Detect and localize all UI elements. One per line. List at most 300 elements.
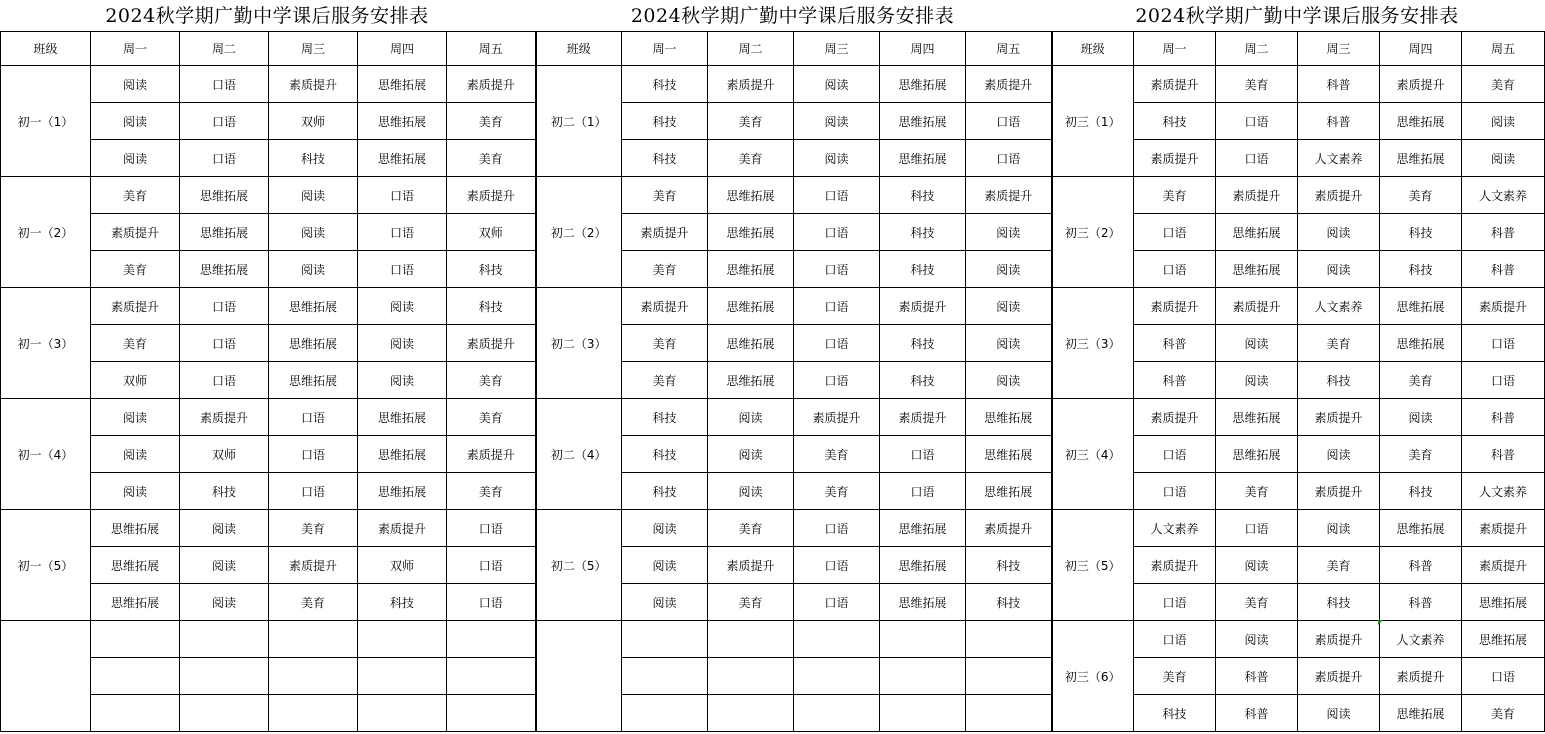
schedule-cell-day-2[interactable]: 口语 <box>1216 103 1298 140</box>
schedule-cell-day-4[interactable]: 科技 <box>1380 251 1462 288</box>
schedule-cell-day-4[interactable]: 思维拓展 <box>880 66 966 103</box>
schedule-cell-day-4[interactable]: 口语 <box>358 214 447 251</box>
schedule-cell-day-4[interactable]: 科技 <box>1380 214 1462 251</box>
header-day-3-cell[interactable]: 周三 <box>794 32 880 66</box>
schedule-cell-day-5[interactable]: 口语 <box>447 547 536 584</box>
schedule-cell-day-1[interactable]: 素质提升 <box>91 214 180 251</box>
class-name-cell[interactable]: 初三（6） <box>1052 621 1134 732</box>
schedule-cell-day-3[interactable]: 美育 <box>1298 325 1380 362</box>
header-day-5-cell[interactable]: 周五 <box>447 32 536 66</box>
schedule-cell-day-1[interactable]: 阅读 <box>91 140 180 177</box>
schedule-cell-day-2[interactable]: 思维拓展 <box>1216 214 1298 251</box>
schedule-cell-day-2[interactable]: 美育 <box>708 510 794 547</box>
header-day-4-cell[interactable]: 周四 <box>1380 32 1462 66</box>
schedule-cell-day-2[interactable] <box>180 658 269 695</box>
schedule-cell-day-5[interactable]: 口语 <box>447 510 536 547</box>
class-name-cell[interactable]: 初三（3） <box>1052 288 1134 399</box>
schedule-cell-day-3[interactable]: 素质提升 <box>1298 399 1380 436</box>
schedule-cell-day-5[interactable]: 素质提升 <box>966 510 1052 547</box>
schedule-cell-day-3[interactable]: 阅读 <box>269 214 358 251</box>
schedule-cell-day-5[interactable]: 美育 <box>1462 695 1545 732</box>
schedule-cell-day-2[interactable]: 思维拓展 <box>708 362 794 399</box>
schedule-cell-day-3[interactable] <box>794 658 880 695</box>
schedule-cell-day-4[interactable]: 思维拓展 <box>358 103 447 140</box>
schedule-cell-day-5[interactable] <box>966 695 1052 732</box>
schedule-cell-day-1[interactable] <box>622 658 708 695</box>
schedule-cell-day-3[interactable]: 素质提升 <box>1298 621 1380 658</box>
schedule-cell-day-1[interactable]: 阅读 <box>91 103 180 140</box>
schedule-cell-day-4[interactable]: 科普 <box>1380 547 1462 584</box>
schedule-cell-day-5[interactable]: 科技 <box>966 547 1052 584</box>
schedule-cell-day-2[interactable] <box>708 695 794 732</box>
schedule-cell-day-4[interactable]: 思维拓展 <box>880 103 966 140</box>
schedule-cell-day-3[interactable] <box>794 621 880 658</box>
schedule-cell-day-1[interactable]: 科技 <box>622 436 708 473</box>
schedule-cell-day-2[interactable] <box>708 621 794 658</box>
schedule-cell-day-3[interactable]: 口语 <box>794 547 880 584</box>
schedule-cell-day-2[interactable]: 科普 <box>1216 658 1298 695</box>
schedule-cell-day-1[interactable]: 阅读 <box>91 66 180 103</box>
schedule-cell-day-2[interactable]: 思维拓展 <box>708 251 794 288</box>
schedule-cell-day-1[interactable]: 口语 <box>1134 584 1216 621</box>
schedule-cell-day-2[interactable]: 科技 <box>180 473 269 510</box>
schedule-cell-day-1[interactable]: 素质提升 <box>1134 399 1216 436</box>
schedule-cell-day-2[interactable]: 思维拓展 <box>180 251 269 288</box>
schedule-cell-day-3[interactable]: 阅读 <box>1298 695 1380 732</box>
schedule-cell-day-2[interactable] <box>180 695 269 732</box>
schedule-cell-day-1[interactable]: 素质提升 <box>91 288 180 325</box>
schedule-cell-day-4[interactable]: 科普 <box>1380 584 1462 621</box>
schedule-cell-day-5[interactable]: 美育 <box>1462 66 1545 103</box>
schedule-cell-day-3[interactable]: 美育 <box>269 510 358 547</box>
schedule-cell-day-2[interactable]: 口语 <box>1216 140 1298 177</box>
schedule-cell-day-4[interactable]: 思维拓展 <box>358 140 447 177</box>
schedule-cell-day-5[interactable]: 素质提升 <box>1462 547 1545 584</box>
schedule-cell-day-5[interactable]: 口语 <box>966 140 1052 177</box>
schedule-cell-day-5[interactable]: 科普 <box>1462 399 1545 436</box>
schedule-cell-day-4[interactable]: 美育 <box>1380 177 1462 214</box>
schedule-cell-day-2[interactable]: 思维拓展 <box>708 177 794 214</box>
schedule-cell-day-5[interactable]: 口语 <box>1462 362 1545 399</box>
schedule-cell-day-5[interactable]: 阅读 <box>1462 103 1545 140</box>
header-class-cell[interactable]: 班级 <box>536 32 622 66</box>
header-day-2-cell[interactable]: 周二 <box>180 32 269 66</box>
schedule-cell-day-2[interactable]: 思维拓展 <box>180 214 269 251</box>
schedule-cell-day-5[interactable]: 口语 <box>447 584 536 621</box>
class-name-cell[interactable]: 初一（4） <box>1 399 91 510</box>
schedule-cell-day-2[interactable]: 阅读 <box>708 436 794 473</box>
schedule-cell-day-4[interactable]: 素质提升 <box>880 399 966 436</box>
schedule-cell-day-5[interactable]: 思维拓展 <box>1462 584 1545 621</box>
schedule-cell-day-2[interactable]: 美育 <box>1216 66 1298 103</box>
schedule-cell-day-1[interactable]: 美育 <box>622 325 708 362</box>
schedule-cell-day-3[interactable]: 思维拓展 <box>269 288 358 325</box>
schedule-cell-day-1[interactable]: 美育 <box>622 251 708 288</box>
schedule-cell-day-5[interactable] <box>966 658 1052 695</box>
class-name-cell[interactable]: 初一（3） <box>1 288 91 399</box>
header-day-2-cell[interactable]: 周二 <box>1216 32 1298 66</box>
schedule-cell-day-3[interactable]: 美育 <box>794 436 880 473</box>
schedule-cell-day-4[interactable]: 思维拓展 <box>1380 288 1462 325</box>
schedule-cell-day-2[interactable]: 科普 <box>1216 695 1298 732</box>
schedule-cell-day-1[interactable] <box>622 695 708 732</box>
schedule-cell-day-1[interactable]: 素质提升 <box>1134 547 1216 584</box>
schedule-cell-day-1[interactable]: 双师 <box>91 362 180 399</box>
schedule-cell-day-4[interactable]: 口语 <box>880 436 966 473</box>
schedule-cell-day-2[interactable]: 思维拓展 <box>180 177 269 214</box>
schedule-cell-day-5[interactable]: 口语 <box>1462 658 1545 695</box>
schedule-cell-day-2[interactable]: 口语 <box>180 66 269 103</box>
schedule-cell-day-4[interactable]: 思维拓展 <box>358 473 447 510</box>
schedule-cell-day-1[interactable]: 美育 <box>622 362 708 399</box>
schedule-cell-day-3[interactable]: 口语 <box>794 362 880 399</box>
schedule-cell-day-2[interactable]: 阅读 <box>708 473 794 510</box>
schedule-cell-day-3[interactable]: 美育 <box>794 473 880 510</box>
class-name-cell[interactable] <box>1 621 91 732</box>
schedule-cell-day-5[interactable]: 美育 <box>447 362 536 399</box>
schedule-cell-day-1[interactable]: 阅读 <box>91 399 180 436</box>
schedule-cell-day-2[interactable]: 阅读 <box>180 510 269 547</box>
header-day-1-cell[interactable]: 周一 <box>622 32 708 66</box>
schedule-cell-day-5[interactable]: 美育 <box>447 103 536 140</box>
schedule-cell-day-4[interactable]: 科技 <box>880 325 966 362</box>
schedule-cell-day-1[interactable]: 阅读 <box>91 436 180 473</box>
schedule-cell-day-4[interactable]: 思维拓展 <box>1380 103 1462 140</box>
schedule-cell-day-1[interactable]: 口语 <box>1134 621 1216 658</box>
header-day-3-cell[interactable]: 周三 <box>1298 32 1380 66</box>
schedule-cell-day-4[interactable]: 思维拓展 <box>880 140 966 177</box>
schedule-cell-day-1[interactable]: 科普 <box>1134 325 1216 362</box>
schedule-cell-day-3[interactable]: 口语 <box>269 436 358 473</box>
schedule-cell-day-4[interactable]: 科技 <box>1380 473 1462 510</box>
schedule-cell-day-1[interactable]: 科技 <box>622 473 708 510</box>
schedule-cell-day-1[interactable]: 美育 <box>1134 658 1216 695</box>
schedule-cell-day-5[interactable]: 口语 <box>1462 325 1545 362</box>
schedule-cell-day-5[interactable]: 阅读 <box>966 251 1052 288</box>
schedule-cell-day-5[interactable]: 科普 <box>1462 251 1545 288</box>
schedule-cell-day-1[interactable] <box>91 621 180 658</box>
schedule-cell-day-5[interactable]: 阅读 <box>966 325 1052 362</box>
schedule-cell-day-1[interactable]: 科技 <box>622 399 708 436</box>
class-name-cell[interactable]: 初二（1） <box>536 66 622 177</box>
schedule-cell-day-3[interactable]: 阅读 <box>794 140 880 177</box>
schedule-cell-day-1[interactable]: 口语 <box>1134 214 1216 251</box>
schedule-cell-day-2[interactable]: 美育 <box>1216 584 1298 621</box>
schedule-cell-day-5[interactable]: 素质提升 <box>1462 288 1545 325</box>
schedule-cell-day-2[interactable]: 美育 <box>708 140 794 177</box>
schedule-cell-day-5[interactable]: 思维拓展 <box>1462 621 1545 658</box>
schedule-cell-day-4[interactable]: 双师 <box>358 547 447 584</box>
schedule-cell-day-4[interactable]: 阅读 <box>1380 399 1462 436</box>
schedule-cell-day-5[interactable] <box>447 621 536 658</box>
schedule-cell-day-4[interactable]: 思维拓展 <box>358 436 447 473</box>
schedule-cell-day-5[interactable]: 科技 <box>447 288 536 325</box>
schedule-cell-day-2[interactable]: 思维拓展 <box>1216 436 1298 473</box>
schedule-cell-day-3[interactable]: 阅读 <box>1298 510 1380 547</box>
schedule-cell-day-3[interactable]: 口语 <box>794 510 880 547</box>
schedule-cell-day-5[interactable]: 素质提升 <box>966 66 1052 103</box>
schedule-cell-day-2[interactable]: 思维拓展 <box>1216 399 1298 436</box>
schedule-cell-day-5[interactable]: 素质提升 <box>447 436 536 473</box>
schedule-cell-day-5[interactable]: 阅读 <box>966 362 1052 399</box>
schedule-cell-day-4[interactable] <box>358 695 447 732</box>
schedule-cell-day-5[interactable]: 素质提升 <box>1462 510 1545 547</box>
schedule-cell-day-4[interactable]: 美育 <box>1380 362 1462 399</box>
schedule-cell-day-5[interactable]: 科技 <box>966 584 1052 621</box>
schedule-cell-day-4[interactable] <box>358 658 447 695</box>
schedule-cell-day-4[interactable]: 人文素养 <box>1380 621 1462 658</box>
schedule-cell-day-2[interactable]: 思维拓展 <box>708 214 794 251</box>
schedule-cell-day-4[interactable]: 口语 <box>880 473 966 510</box>
schedule-cell-day-1[interactable]: 人文素养 <box>1134 510 1216 547</box>
schedule-cell-day-4[interactable]: 科技 <box>880 362 966 399</box>
schedule-cell-day-4[interactable] <box>358 621 447 658</box>
schedule-cell-day-4[interactable] <box>880 695 966 732</box>
schedule-cell-day-3[interactable] <box>269 695 358 732</box>
schedule-cell-day-1[interactable]: 科技 <box>622 140 708 177</box>
schedule-cell-day-4[interactable]: 科技 <box>880 251 966 288</box>
schedule-cell-day-3[interactable]: 阅读 <box>269 251 358 288</box>
schedule-cell-day-3[interactable]: 思维拓展 <box>269 362 358 399</box>
schedule-cell-day-5[interactable]: 科普 <box>1462 214 1545 251</box>
schedule-cell-day-2[interactable]: 素质提升 <box>708 547 794 584</box>
schedule-cell-day-3[interactable]: 科技 <box>1298 584 1380 621</box>
schedule-cell-day-4[interactable]: 思维拓展 <box>358 66 447 103</box>
schedule-cell-day-2[interactable]: 思维拓展 <box>708 288 794 325</box>
schedule-cell-day-3[interactable]: 素质提升 <box>1298 177 1380 214</box>
class-name-cell[interactable]: 初三（1） <box>1052 66 1134 177</box>
schedule-cell-day-1[interactable]: 美育 <box>1134 177 1216 214</box>
schedule-cell-day-1[interactable]: 美育 <box>622 177 708 214</box>
schedule-cell-day-1[interactable]: 阅读 <box>622 547 708 584</box>
schedule-cell-day-5[interactable]: 人文素养 <box>1462 473 1545 510</box>
schedule-cell-day-5[interactable]: 思维拓展 <box>966 399 1052 436</box>
schedule-cell-day-4[interactable]: 素质提升 <box>1380 658 1462 695</box>
schedule-cell-day-1[interactable] <box>91 695 180 732</box>
header-day-4-cell[interactable]: 周四 <box>880 32 966 66</box>
schedule-cell-day-3[interactable]: 口语 <box>794 177 880 214</box>
header-day-2-cell[interactable]: 周二 <box>708 32 794 66</box>
schedule-cell-day-1[interactable]: 思维拓展 <box>91 547 180 584</box>
schedule-cell-day-1[interactable]: 美育 <box>91 177 180 214</box>
schedule-cell-day-2[interactable] <box>708 658 794 695</box>
schedule-cell-day-3[interactable]: 人文素养 <box>1298 288 1380 325</box>
schedule-cell-day-2[interactable]: 美育 <box>708 103 794 140</box>
schedule-cell-day-3[interactable] <box>269 621 358 658</box>
schedule-cell-day-5[interactable]: 美育 <box>447 140 536 177</box>
schedule-cell-day-4[interactable]: 美育 <box>1380 436 1462 473</box>
schedule-cell-day-4[interactable]: 思维拓展 <box>358 399 447 436</box>
class-name-cell[interactable]: 初二（4） <box>536 399 622 510</box>
schedule-cell-day-5[interactable]: 思维拓展 <box>966 436 1052 473</box>
schedule-cell-day-2[interactable]: 阅读 <box>180 584 269 621</box>
schedule-cell-day-2[interactable]: 阅读 <box>1216 621 1298 658</box>
schedule-cell-day-1[interactable]: 素质提升 <box>622 288 708 325</box>
schedule-cell-day-5[interactable]: 双师 <box>447 214 536 251</box>
schedule-cell-day-3[interactable]: 阅读 <box>1298 214 1380 251</box>
schedule-cell-day-3[interactable]: 口语 <box>794 251 880 288</box>
schedule-cell-day-1[interactable]: 科普 <box>1134 362 1216 399</box>
schedule-cell-day-2[interactable]: 口语 <box>180 140 269 177</box>
schedule-cell-day-4[interactable]: 口语 <box>358 251 447 288</box>
schedule-cell-day-5[interactable]: 口语 <box>966 103 1052 140</box>
schedule-cell-day-2[interactable]: 口语 <box>180 103 269 140</box>
class-name-cell[interactable]: 初三（4） <box>1052 399 1134 510</box>
schedule-cell-day-3[interactable]: 阅读 <box>794 103 880 140</box>
schedule-cell-day-2[interactable]: 美育 <box>708 584 794 621</box>
schedule-cell-day-5[interactable]: 人文素养 <box>1462 177 1545 214</box>
schedule-cell-day-5[interactable] <box>447 695 536 732</box>
schedule-cell-day-4[interactable]: 思维拓展 <box>880 547 966 584</box>
schedule-cell-day-3[interactable]: 阅读 <box>794 66 880 103</box>
class-name-cell[interactable]: 初三（5） <box>1052 510 1134 621</box>
schedule-cell-day-3[interactable]: 科技 <box>1298 362 1380 399</box>
header-day-4-cell[interactable]: 周四 <box>358 32 447 66</box>
schedule-cell-day-4[interactable]: 科技 <box>358 584 447 621</box>
schedule-cell-day-5[interactable]: 科普 <box>1462 436 1545 473</box>
schedule-cell-day-3[interactable]: 口语 <box>269 399 358 436</box>
schedule-cell-day-3[interactable] <box>794 695 880 732</box>
class-name-cell[interactable]: 初一（2） <box>1 177 91 288</box>
schedule-cell-day-5[interactable]: 素质提升 <box>966 177 1052 214</box>
schedule-cell-day-1[interactable] <box>622 621 708 658</box>
schedule-cell-day-2[interactable]: 阅读 <box>708 399 794 436</box>
schedule-cell-day-5[interactable] <box>447 658 536 695</box>
header-day-1-cell[interactable]: 周一 <box>91 32 180 66</box>
class-name-cell[interactable]: 初一（1） <box>1 66 91 177</box>
schedule-cell-day-1[interactable]: 口语 <box>1134 251 1216 288</box>
schedule-cell-day-5[interactable] <box>966 621 1052 658</box>
schedule-cell-day-2[interactable]: 口语 <box>180 325 269 362</box>
schedule-cell-day-4[interactable]: 素质提升 <box>358 510 447 547</box>
schedule-cell-day-2[interactable]: 阅读 <box>1216 547 1298 584</box>
schedule-cell-day-3[interactable] <box>269 658 358 695</box>
schedule-cell-day-5[interactable]: 科技 <box>447 251 536 288</box>
schedule-cell-day-1[interactable]: 素质提升 <box>1134 288 1216 325</box>
header-class-cell[interactable]: 班级 <box>1052 32 1134 66</box>
schedule-cell-day-3[interactable]: 口语 <box>794 288 880 325</box>
schedule-cell-day-1[interactable]: 素质提升 <box>1134 66 1216 103</box>
schedule-cell-day-3[interactable]: 阅读 <box>1298 436 1380 473</box>
schedule-cell-day-1[interactable]: 美育 <box>91 325 180 362</box>
schedule-cell-day-1[interactable]: 口语 <box>1134 473 1216 510</box>
schedule-cell-day-1[interactable]: 科技 <box>622 103 708 140</box>
header-class-cell[interactable]: 班级 <box>1 32 91 66</box>
schedule-cell-day-4[interactable]: 素质提升 <box>880 288 966 325</box>
schedule-cell-day-2[interactable] <box>180 621 269 658</box>
schedule-cell-day-5[interactable]: 阅读 <box>966 214 1052 251</box>
schedule-cell-day-2[interactable]: 双师 <box>180 436 269 473</box>
schedule-cell-day-1[interactable]: 思维拓展 <box>91 510 180 547</box>
schedule-cell-day-1[interactable]: 阅读 <box>91 473 180 510</box>
schedule-cell-day-3[interactable]: 素质提升 <box>269 66 358 103</box>
schedule-cell-day-4[interactable]: 思维拓展 <box>1380 695 1462 732</box>
schedule-cell-day-4[interactable]: 阅读 <box>358 325 447 362</box>
schedule-cell-day-2[interactable]: 口语 <box>1216 510 1298 547</box>
class-name-cell[interactable]: 初一（5） <box>1 510 91 621</box>
class-name-cell[interactable] <box>536 621 622 732</box>
schedule-cell-day-3[interactable]: 阅读 <box>269 177 358 214</box>
schedule-cell-day-5[interactable]: 素质提升 <box>447 66 536 103</box>
schedule-cell-day-3[interactable]: 双师 <box>269 103 358 140</box>
schedule-cell-day-4[interactable]: 阅读 <box>358 288 447 325</box>
schedule-cell-day-4[interactable]: 思维拓展 <box>880 510 966 547</box>
schedule-cell-day-4[interactable]: 思维拓展 <box>880 584 966 621</box>
schedule-cell-day-1[interactable]: 素质提升 <box>1134 140 1216 177</box>
header-day-1-cell[interactable]: 周一 <box>1134 32 1216 66</box>
schedule-cell-day-3[interactable]: 思维拓展 <box>269 325 358 362</box>
schedule-cell-day-2[interactable]: 素质提升 <box>708 66 794 103</box>
class-name-cell[interactable]: 初三（2） <box>1052 177 1134 288</box>
schedule-cell-day-4[interactable]: 思维拓展 <box>1380 510 1462 547</box>
schedule-cell-day-4[interactable]: 素质提升 <box>1380 66 1462 103</box>
schedule-cell-day-4[interactable] <box>880 621 966 658</box>
schedule-cell-day-2[interactable]: 美育 <box>1216 473 1298 510</box>
schedule-cell-day-1[interactable] <box>91 658 180 695</box>
schedule-cell-day-1[interactable]: 思维拓展 <box>91 584 180 621</box>
schedule-cell-day-4[interactable] <box>880 658 966 695</box>
schedule-cell-day-1[interactable]: 阅读 <box>622 584 708 621</box>
schedule-cell-day-4[interactable]: 口语 <box>358 177 447 214</box>
schedule-cell-day-2[interactable]: 口语 <box>180 362 269 399</box>
schedule-cell-day-1[interactable]: 美育 <box>91 251 180 288</box>
schedule-cell-day-3[interactable]: 口语 <box>269 473 358 510</box>
class-name-cell[interactable]: 初二（2） <box>536 177 622 288</box>
schedule-cell-day-3[interactable]: 美育 <box>269 584 358 621</box>
schedule-cell-day-4[interactable]: 思维拓展 <box>1380 325 1462 362</box>
schedule-cell-day-4[interactable]: 阅读 <box>358 362 447 399</box>
schedule-cell-day-1[interactable]: 科技 <box>622 66 708 103</box>
schedule-cell-day-4[interactable]: 思维拓展 <box>1380 140 1462 177</box>
schedule-cell-day-2[interactable]: 口语 <box>180 288 269 325</box>
schedule-cell-day-3[interactable]: 素质提升 <box>1298 473 1380 510</box>
schedule-cell-day-3[interactable]: 素质提升 <box>269 547 358 584</box>
schedule-cell-day-2[interactable]: 素质提升 <box>180 399 269 436</box>
schedule-cell-day-3[interactable]: 人文素养 <box>1298 140 1380 177</box>
schedule-cell-day-2[interactable]: 素质提升 <box>1216 177 1298 214</box>
schedule-cell-day-3[interactable]: 口语 <box>794 214 880 251</box>
schedule-cell-day-2[interactable]: 阅读 <box>180 547 269 584</box>
schedule-cell-day-3[interactable]: 科技 <box>269 140 358 177</box>
schedule-cell-day-2[interactable]: 阅读 <box>1216 325 1298 362</box>
schedule-cell-day-3[interactable]: 科普 <box>1298 103 1380 140</box>
schedule-cell-day-3[interactable]: 口语 <box>794 584 880 621</box>
schedule-cell-day-1[interactable]: 素质提升 <box>622 214 708 251</box>
schedule-cell-day-5[interactable]: 美育 <box>447 399 536 436</box>
class-name-cell[interactable]: 初二（5） <box>536 510 622 621</box>
schedule-cell-day-2[interactable]: 思维拓展 <box>1216 251 1298 288</box>
schedule-cell-day-1[interactable]: 科技 <box>1134 103 1216 140</box>
schedule-cell-day-1[interactable]: 口语 <box>1134 436 1216 473</box>
header-day-5-cell[interactable]: 周五 <box>1462 32 1545 66</box>
schedule-cell-day-5[interactable]: 素质提升 <box>447 177 536 214</box>
schedule-cell-day-4[interactable]: 科技 <box>880 214 966 251</box>
class-name-cell[interactable]: 初二（3） <box>536 288 622 399</box>
schedule-cell-day-3[interactable]: 素质提升 <box>1298 658 1380 695</box>
schedule-cell-day-2[interactable]: 思维拓展 <box>708 325 794 362</box>
schedule-cell-day-2[interactable]: 素质提升 <box>1216 288 1298 325</box>
schedule-cell-day-1[interactable]: 阅读 <box>622 510 708 547</box>
schedule-cell-day-3[interactable]: 口语 <box>794 325 880 362</box>
header-day-5-cell[interactable]: 周五 <box>966 32 1052 66</box>
schedule-cell-day-5[interactable]: 思维拓展 <box>966 473 1052 510</box>
schedule-cell-day-4[interactable]: 科技 <box>880 177 966 214</box>
schedule-cell-day-5[interactable]: 阅读 <box>966 288 1052 325</box>
header-day-3-cell[interactable]: 周三 <box>269 32 358 66</box>
schedule-cell-day-5[interactable]: 素质提升 <box>447 325 536 362</box>
schedule-cell-day-3[interactable]: 素质提升 <box>794 399 880 436</box>
schedule-cell-day-5[interactable]: 阅读 <box>1462 140 1545 177</box>
